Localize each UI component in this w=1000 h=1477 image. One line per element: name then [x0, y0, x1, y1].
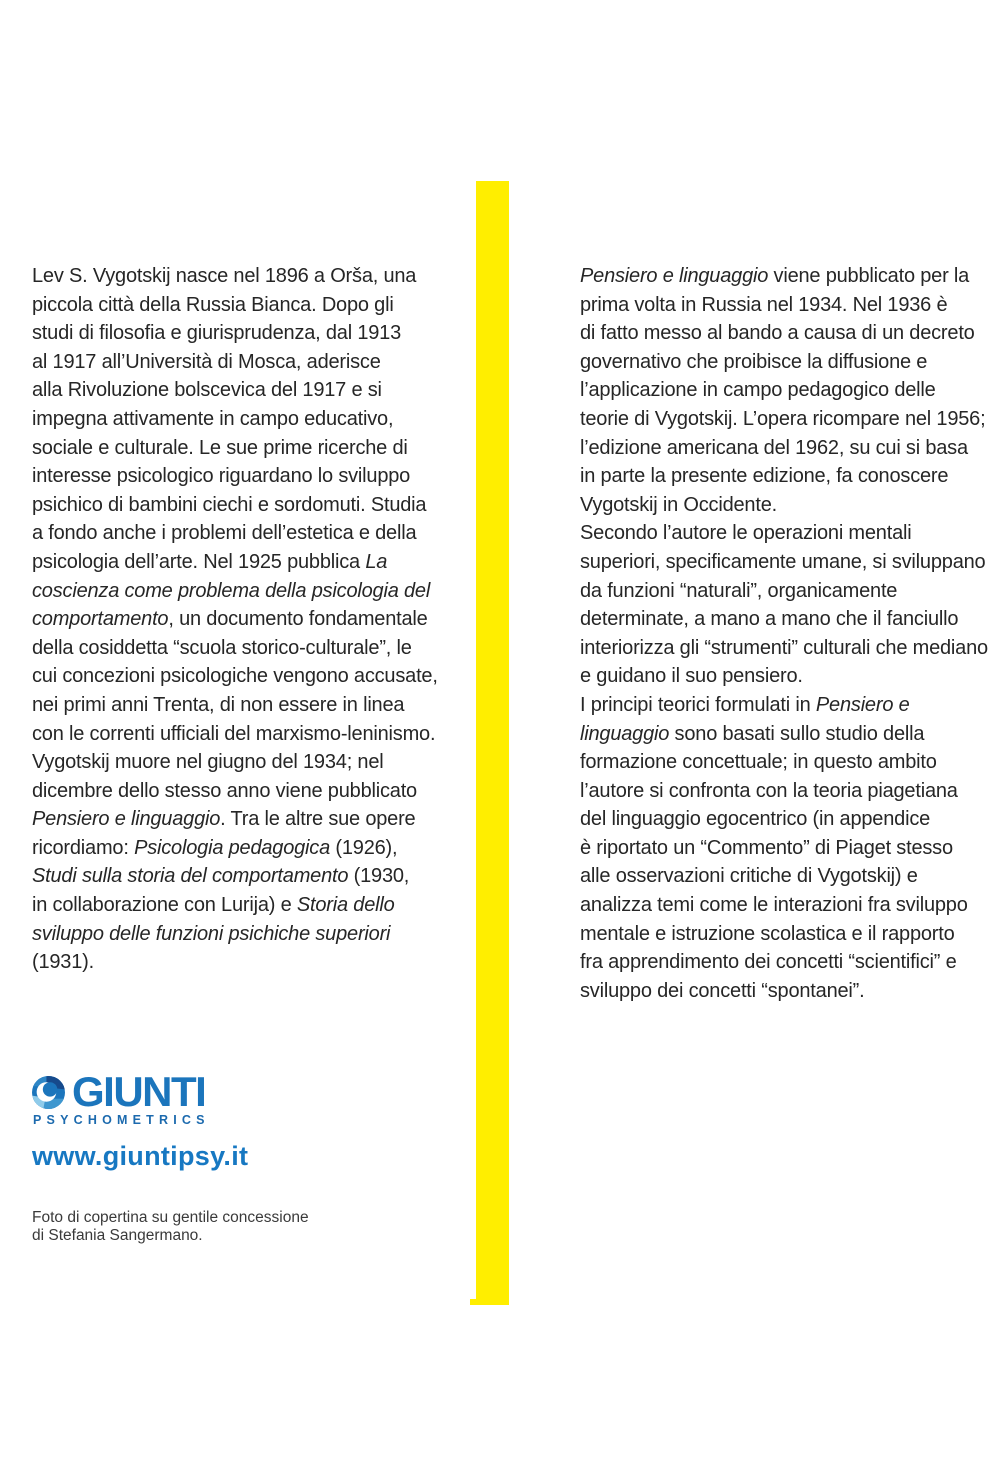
text-line: sociale e culturale. Le sue prime ricerche di [32, 436, 408, 459]
text-line: alla Rivoluzione bolscevica del 1917 e si [32, 379, 382, 402]
text-line: fra apprendimento dei concetti “scientifici” e [580, 951, 957, 974]
text-line: Pensiero e linguaggio viene pubblicato per la [580, 265, 970, 287]
text-line: piccola città della Russia Bianca. Dopo gli [32, 293, 394, 316]
text-line: formazione concettuale; in questo ambito [580, 751, 937, 774]
text-line: al 1917 all’Università di Mosca, aderisce [32, 350, 381, 373]
giunti-wordmark: GIUNTI [72, 1068, 206, 1115]
text-line: sviluppo dei concetti “spontanei”. [580, 979, 865, 1002]
photo-credit-line-2: di Stefania Sangermano. [32, 1226, 203, 1244]
text-line: superiori, specificamente umane, si sviluppano [580, 550, 986, 573]
text-line: l’applicazione in campo pedagogico delle [580, 379, 936, 402]
text-line: Pensiero e linguaggio. Tra le altre sue opere [32, 808, 416, 831]
text-line: in collaborazione con Lurija) e Storia dello [32, 894, 395, 917]
text-line: I principi teorici formulati in Pensiero e [580, 693, 910, 716]
text-line: della cosiddetta “scuola storico-culturale”, le [32, 636, 412, 659]
psychometrics-label: PSYCHOMETRICS [33, 1113, 210, 1127]
text-line: e guidano il suo pensiero. [580, 665, 803, 688]
photo-credit-line-1: Foto di copertina su gentile concessione [32, 1209, 309, 1226]
text-line: sviluppo delle funzioni psichiche superiori [32, 922, 391, 945]
text-line: determinate, a mano a mano che il fanciullo [580, 608, 959, 631]
text-line: governativo che proibisce la diffusione e [580, 350, 928, 373]
text-line: nei primi anni Trenta, di non essere in linea [32, 693, 405, 716]
text-line: Vygotskij in Occidente. [580, 493, 777, 516]
author-biography-column [32, 262, 438, 977]
website-link[interactable]: www.giuntipsy.it [32, 1141, 249, 1171]
text-line: impegna attivamente in campo educativo, [32, 407, 394, 430]
yellow-divider-foot [470, 1299, 509, 1305]
text-line: prima volta in Russia nel 1934. Nel 1936 è [580, 293, 948, 316]
giunti-logo [32, 1068, 206, 1115]
text-line: coscienza come problema della psicologia del [32, 579, 431, 602]
text-line: da funzioni “naturali”, organicamente [580, 579, 898, 602]
text-line: Lev S. Vygotskij nasce nel 1896 a Orša, una [32, 265, 417, 287]
text-line: analizza temi come le interazioni fra sviluppo [580, 894, 968, 917]
text-line: Studi sulla storia del comportamento (1930, [32, 865, 410, 888]
text-line: con le correnti ufficiali del marxismo-leninismo. [32, 722, 436, 745]
text-line: l’edizione americana del 1962, su cui si basa [580, 436, 968, 459]
text-line: l’autore si confronta con la teoria piagetiana [580, 779, 958, 802]
text-line: linguaggio sono basati sullo studio della [580, 722, 925, 745]
photo-credit [32, 1209, 309, 1244]
text-line: in parte la presente edizione, fa conoscere [580, 465, 949, 488]
text-line: del linguaggio egocentrico (in appendice [580, 808, 931, 831]
text-line: studi di filosofia e giurisprudenza, dal 1913 [32, 322, 402, 345]
text-line: mentale e istruzione scolastica e il rapporto [580, 922, 955, 945]
book-synopsis-column [580, 262, 988, 1005]
text-line: comportamento, un documento fondamentale [32, 608, 428, 631]
text-line: a fondo anche i problemi dell’estetica e della [32, 522, 417, 545]
yellow-divider-stripe [476, 181, 509, 1303]
text-line: ricordiamo: Psicologia pedagogica (1926), [32, 836, 398, 859]
text-line: interiorizza gli “strumenti” culturali che mediano [580, 636, 988, 659]
text-line: Secondo l’autore le operazioni mentali [580, 522, 912, 545]
text-line: alle osservazioni critiche di Vygotskij) e [580, 865, 918, 888]
text-line: psicologia dell’arte. Nel 1925 pubblica La [32, 550, 388, 573]
text-line: è riportato un “Commento” di Piaget stesso [580, 836, 953, 859]
text-line: psichico di bambini ciechi e sordomuti. Studia [32, 493, 427, 516]
text-line: di fatto messo al bando a causa di un decreto [580, 322, 975, 345]
text-line: teorie di Vygotskij. L’opera ricompare nel 1956; [580, 407, 986, 430]
text-line: (1931). [32, 951, 94, 974]
globe-icon [32, 1076, 65, 1109]
text-line: cui concezioni psicologiche vengono accusate, [32, 665, 438, 688]
text-line: Vygotskij muore nel giugno del 1934; nel [32, 751, 384, 774]
text-line: interesse psicologico riguardano lo sviluppo [32, 465, 411, 488]
text-line: dicembre dello stesso anno viene pubblicato [32, 779, 417, 802]
